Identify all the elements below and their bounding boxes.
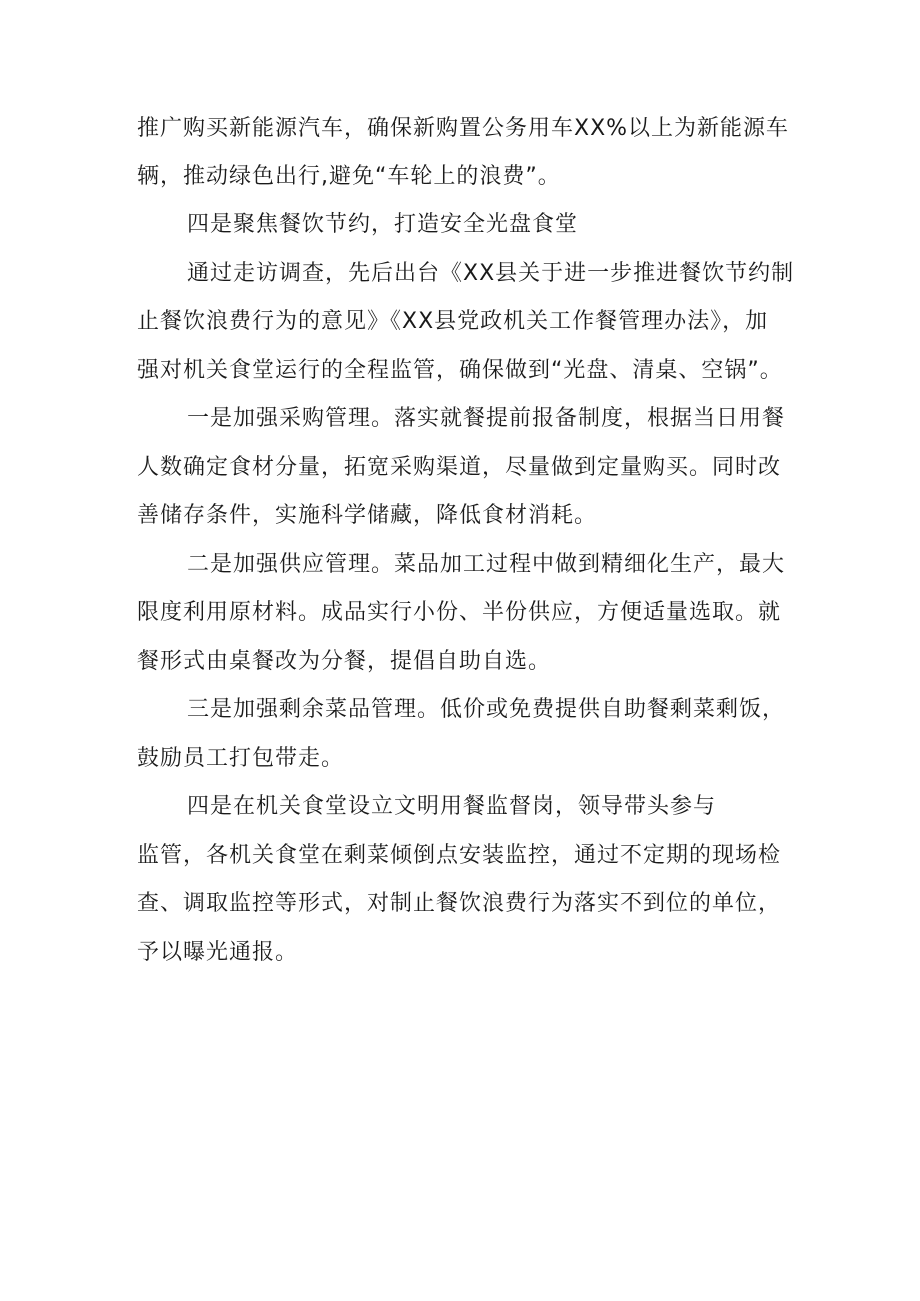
text-line: 善储存条件，实施科学储藏，降低食材消耗。 xyxy=(137,503,598,528)
section-heading: 四是聚焦餐饮节约，打造安全光盘食堂 xyxy=(187,212,579,237)
text-line: 三是加强剩余菜品管理。低价或免费提供自助餐剩菜剩饭， xyxy=(187,697,786,722)
text-line: 通过走访调查，先后出台《XX县关于进一步推进餐饮节约制 xyxy=(187,261,795,286)
text-line: 查、调取监控等形式，对制止餐饮浪费行为落实不到位的单位， xyxy=(137,891,782,916)
text-line: 止餐饮浪费行为的意见》《XX县党政机关工作餐管理办法》，加 xyxy=(137,309,769,334)
text-line: 推广购买新能源汽车，确保新购置公务用车XX%以上为新能源车 xyxy=(137,116,790,141)
text-line: 餐形式由桌餐改为分餐，提倡自助自选。 xyxy=(137,649,552,674)
text-line: 一是加强采购管理。落实就餐提前报备制度，根据当日用餐 xyxy=(187,406,786,431)
text-line: 强对机关食堂运行的全程监管，确保做到“光盘、清桌、空锅”。 xyxy=(137,358,783,383)
text-line: 二是加强供应管理。菜品加工过程中做到精细化生产，最大 xyxy=(187,552,786,577)
text-line: 限度利用原材料。成品实行小份、半份供应，方便适量选取。就 xyxy=(137,600,782,625)
text-line: 予以曝光通报。 xyxy=(137,940,299,965)
text-line: 鼓励员工打包带走。 xyxy=(137,746,345,771)
text-line: 人数确定食材分量，拓宽采购渠道，尽量做到定量购买。同时改 xyxy=(137,455,782,480)
text-line: 四是在机关食堂设立文明用餐监督岗，领导带头参与 xyxy=(187,794,717,819)
text-line: 监管，各机关食堂在剩菜倾倒点安装监控，通过不定期的现场检 xyxy=(137,843,782,868)
text-line: 辆，推动绿色出行,避免“车轮上的浪费”。 xyxy=(137,164,561,189)
